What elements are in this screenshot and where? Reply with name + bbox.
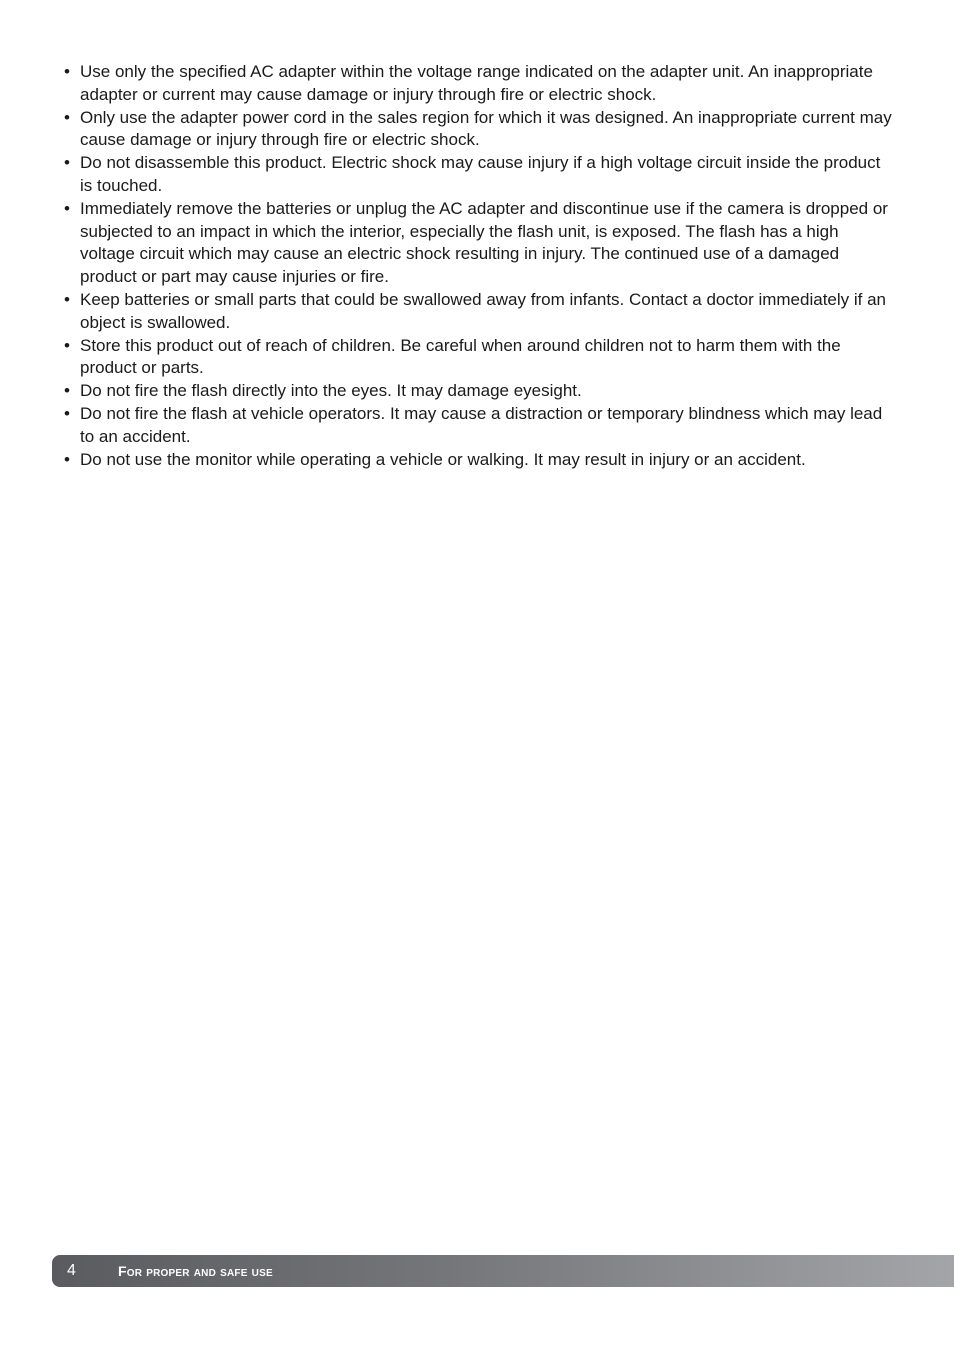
safety-note-item <box>62 403 892 449</box>
safety-note-text: Store this product out of reach of children. Be careful when around children not to harm them with the product or parts. <box>80 335 841 378</box>
safety-note-text: Do not fire the flash directly into the eyes. It may damage eyesight. <box>80 381 582 401</box>
safety-note-text: Only use the adapter power cord in the sales region for which it was designed. An inappropriate current may cause damage or injury through fire or electric shock. <box>80 107 892 150</box>
safety-note-text: Do not fire the flash at vehicle operators. It may cause a distraction or temporary blindness which may lead to an accident. <box>80 403 883 446</box>
bullet-dot: • <box>64 449 70 469</box>
safety-note-item <box>62 380 892 403</box>
bullet-dot: • <box>64 62 70 81</box>
page-number: 4 <box>67 1262 76 1279</box>
safety-note-item <box>62 449 892 472</box>
bullet-dot: • <box>64 403 70 423</box>
bullet-dot: • <box>64 153 70 173</box>
safety-note-item <box>62 107 892 153</box>
safety-note-text: Do not disassemble this product. Electric shock may cause injury if a high voltage circuit inside the product is touched. <box>80 153 881 195</box>
safety-note-text: Keep batteries or small parts that could be swallowed away from infants. Contact a doctor immediately if an object is swallowed. <box>80 289 886 332</box>
safety-note-item <box>62 335 892 381</box>
safety-note-item <box>62 61 892 107</box>
bullet-dot: • <box>64 289 70 309</box>
bullet-dot: • <box>64 335 70 355</box>
safety-notes-list <box>62 61 892 471</box>
page-footer-bar <box>52 1255 954 1287</box>
section-title: For proper and safe use <box>118 1263 273 1279</box>
bullet-dot: • <box>64 198 70 218</box>
safety-note-item <box>62 152 892 198</box>
safety-note-text: Do not use the monitor while operating a vehicle or walking. It may result in injury or an accident. <box>80 449 806 469</box>
safety-note-item <box>62 289 892 335</box>
safety-note-text: Use only the specified AC adapter within the voltage range indicated on the adapter unit. An inappropriate adapter or current may cause damage or injury through fire or electric shock. <box>80 62 873 104</box>
safety-note-text: Immediately remove the batteries or unplug the AC adapter and discontinue use if the camera is dropped or subjected to an impact in which the interior, especially the flash unit, is exposed. The flash has a high voltage circuit which may cause an electric shock resulting in injury. The continued use of a damaged product or part may cause injuries or fire. <box>80 198 888 287</box>
bullet-dot: • <box>64 107 70 127</box>
bullet-dot: • <box>64 381 70 401</box>
safety-note-item <box>62 198 892 289</box>
